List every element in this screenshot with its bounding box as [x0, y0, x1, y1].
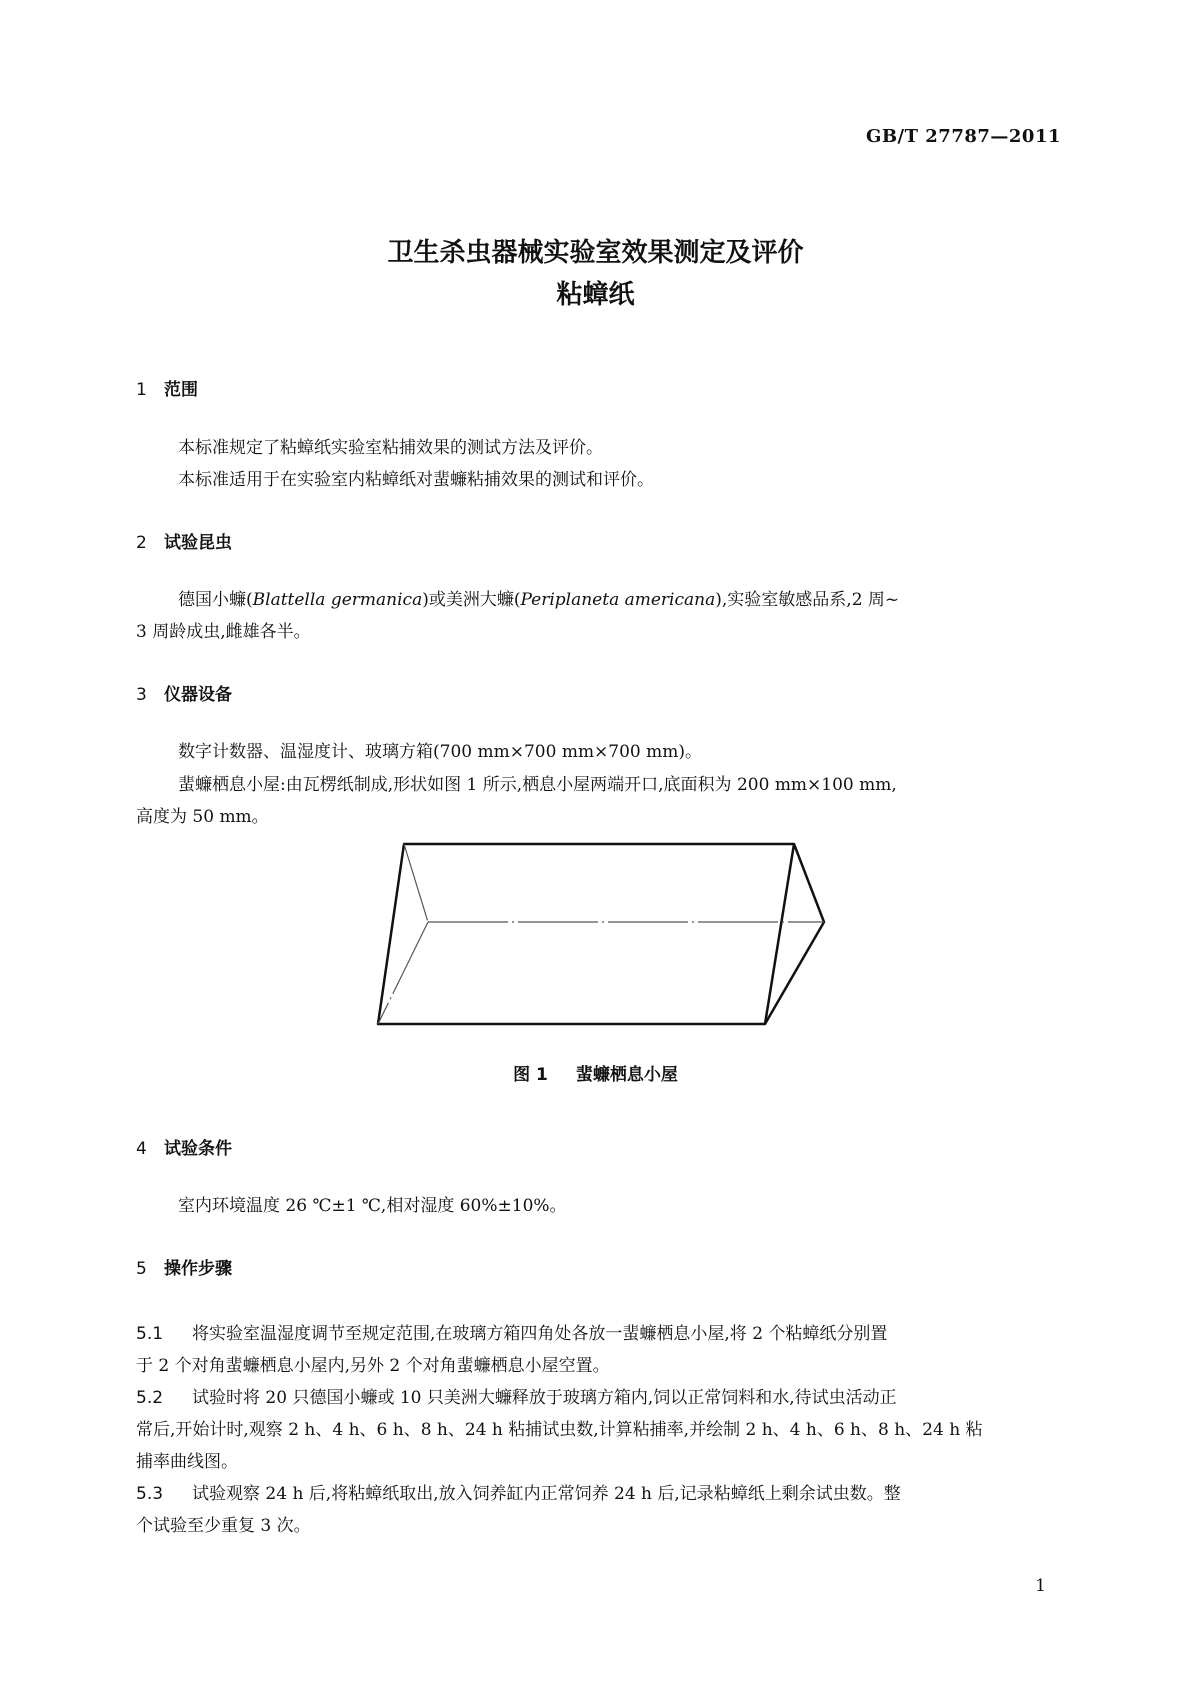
figure-title: 蜚蠊栖息小屋	[575, 1065, 678, 1085]
page-number: 1	[1035, 1576, 1046, 1596]
item-number: 5.1	[136, 1324, 164, 1344]
latin-name-american-cockroach: Periplaneta americana	[520, 590, 716, 610]
item-number: 5.3	[136, 1484, 164, 1504]
figure-caption	[0, 1060, 1191, 1085]
section-number: 4	[136, 1139, 147, 1159]
document-title: 卫生杀虫器械实验室效果测定及评价	[387, 238, 804, 268]
conditions-paragraph: 室内环境温度 26 ℃±1 ℃,相对湿度 60%±10%。	[178, 1196, 567, 1216]
procedure-item-5-3: 5.3 试验观察 24 h 后,将粘蟑纸取出,放入饲养缸内正常饲养 24 h 后,记录粘蟑纸上剩余试虫数。整 个试验至少重复 3 次。	[136, 1478, 1056, 1542]
equipment-paragraph-2-line-1: 蜚蠊栖息小屋:由瓦楞纸制成,形状如图 1 所示,栖息小屋两端开口,底面积为 200 mm×100 mm,	[178, 775, 897, 795]
scope-paragraph-1: 本标准规定了粘蟑纸实验室粘捕效果的测试方法及评价。	[178, 438, 603, 458]
section-number: 3	[136, 685, 147, 705]
section-heading-procedure	[136, 1254, 232, 1279]
figure-number: 图 1	[513, 1065, 548, 1085]
item-number: 5.2	[136, 1388, 164, 1408]
latin-name-german-cockroach: Blattella germanica	[252, 590, 423, 610]
section-heading-conditions	[136, 1134, 232, 1159]
document-subtitle: 粘蟑纸	[556, 280, 635, 310]
standard-code: GB/T 27787—2011	[865, 126, 1061, 147]
cockroach-shelter-figure	[370, 832, 832, 1032]
end-face-outline	[765, 844, 824, 1024]
section-heading-insects	[136, 528, 232, 553]
insects-paragraph-line-1: 德国小蠊(Blattella germanica)或美洲大蠊(Periplaneta americana),实验室敏感品系,2 周~	[178, 590, 900, 610]
section-title: 操作步骤	[164, 1259, 232, 1279]
section-heading-equipment	[136, 680, 232, 705]
section-number: 2	[136, 533, 147, 553]
section-title: 范围	[164, 380, 198, 400]
section-number: 5	[136, 1259, 147, 1279]
procedure-item-5-1: 5.1 将实验室温湿度调节至规定范围,在玻璃方箱四角处各放一蜚蠊栖息小屋,将 2 个粘蟑纸分别置 于 2 个对角蜚蠊栖息小屋内,另外 2 个对角蜚蠊栖息小屋空置。	[136, 1318, 1056, 1382]
equipment-paragraph-1: 数字计数器、温湿度计、玻璃方箱(700 mm×700 mm×700 mm)。	[178, 742, 703, 762]
section-number: 1	[136, 380, 147, 400]
section-title: 试验条件	[164, 1139, 232, 1159]
section-title: 试验昆虫	[164, 533, 232, 553]
section-heading-scope	[136, 375, 198, 400]
front-face-outline	[378, 844, 794, 1024]
section-title: 仪器设备	[164, 685, 232, 705]
procedure-item-5-2: 5.2 试验时将 20 只德国小蠊或 10 只美洲大蠊释放于玻璃方箱内,饲以正常饲料和水,待试虫活动正 常后,开始计时,观察 2 h、4 h、6 h、8 h、24 h 粘捕试虫数,计算粘捕率,并绘制 2 h、4 h、6 h、8 h、24 h 粘 捕率曲线图。	[136, 1382, 1056, 1478]
equipment-paragraph-2-line-2: 高度为 50 mm。	[136, 807, 269, 827]
scope-paragraph-2: 本标准适用于在实验室内粘蟑纸对蜚蠊粘捕效果的测试和评价。	[178, 470, 654, 490]
hidden-edge-left-top	[404, 844, 428, 922]
insects-paragraph-line-2: 3 周龄成虫,雌雄各半。	[136, 622, 311, 642]
